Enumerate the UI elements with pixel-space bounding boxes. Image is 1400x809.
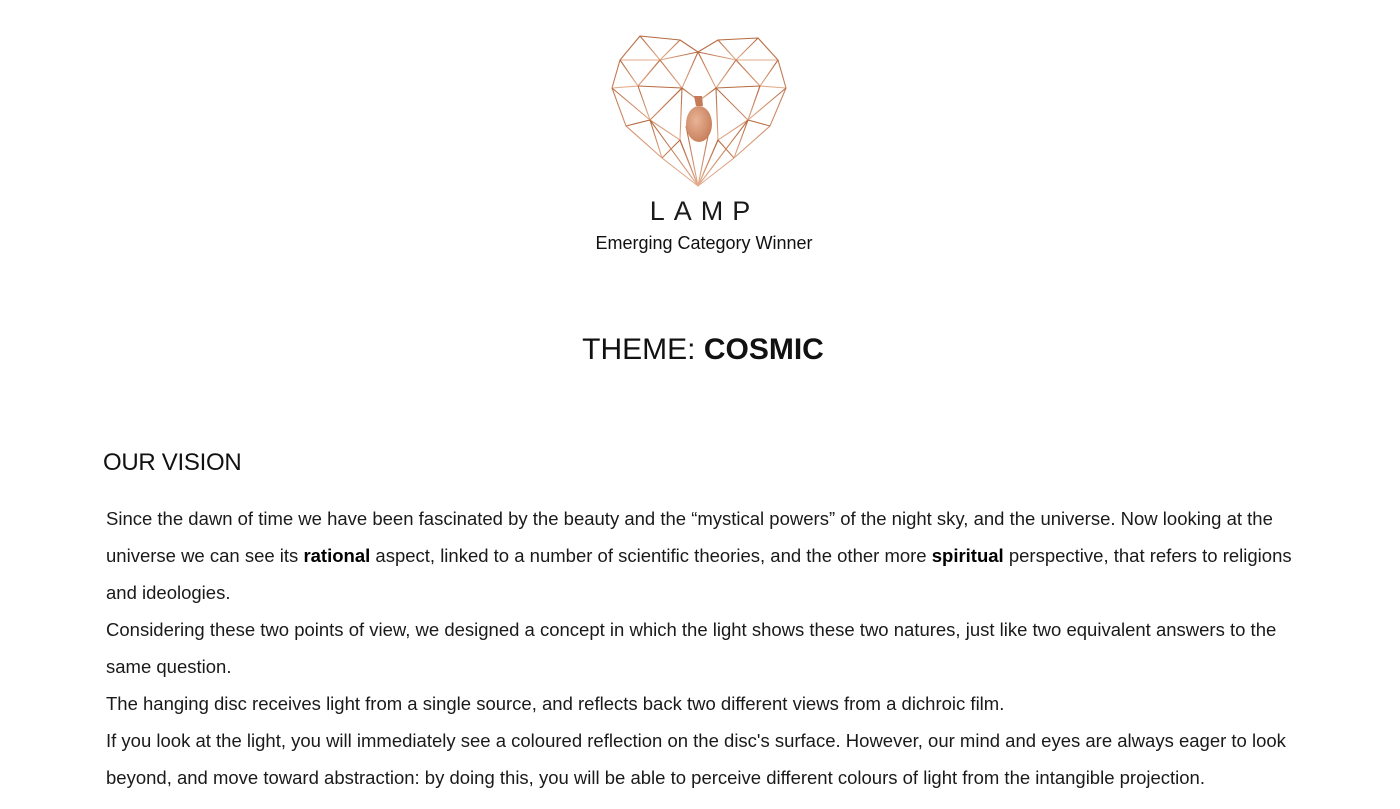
theme-value: COSMIC xyxy=(703,333,824,366)
theme-heading xyxy=(0,333,1400,367)
vision-body xyxy=(106,500,1316,796)
paragraph-1-part-a: Since the dawn of time we have been fascinated by the beauty and the “mystical powers” of the night sky, and the universe. Now looking at the universe we can see its xyxy=(106,508,1273,566)
theme-label: THEME: xyxy=(582,333,704,366)
bold-rational: rational xyxy=(303,545,371,566)
paragraph-3: The hanging disc receives light from a single source, and reflects back two different views from a dichroic film. xyxy=(106,693,1005,714)
paragraph-1 xyxy=(106,500,1316,611)
geometric-heart-lamp-icon xyxy=(610,30,790,190)
paragraph-1-part-c: perspective, that refers to religions and ideologies. xyxy=(106,545,1292,603)
logo-area xyxy=(0,30,1400,190)
award-subtitle: Emerging Category Winner xyxy=(595,233,813,253)
section-title: OUR VISION xyxy=(103,449,242,476)
brand-name: LAMP xyxy=(649,196,760,226)
bold-spiritual: spiritual xyxy=(931,545,1004,566)
paragraph-4: If you look at the light, you will immediately see a coloured reflection on the disc's surface. However, our mind and eyes are always eager to look beyond, and move toward abstraction: by doing this, you will be able to perceive different colours of light from the intangible projection. xyxy=(106,730,1286,788)
paragraph-1-part-b: aspect, linked to a number of scientific theories, and the other more xyxy=(370,545,932,566)
paragraph-2: Considering these two points of view, we designed a concept in which the light shows these two natures, just like two equivalent answers to the same question. xyxy=(106,619,1277,677)
